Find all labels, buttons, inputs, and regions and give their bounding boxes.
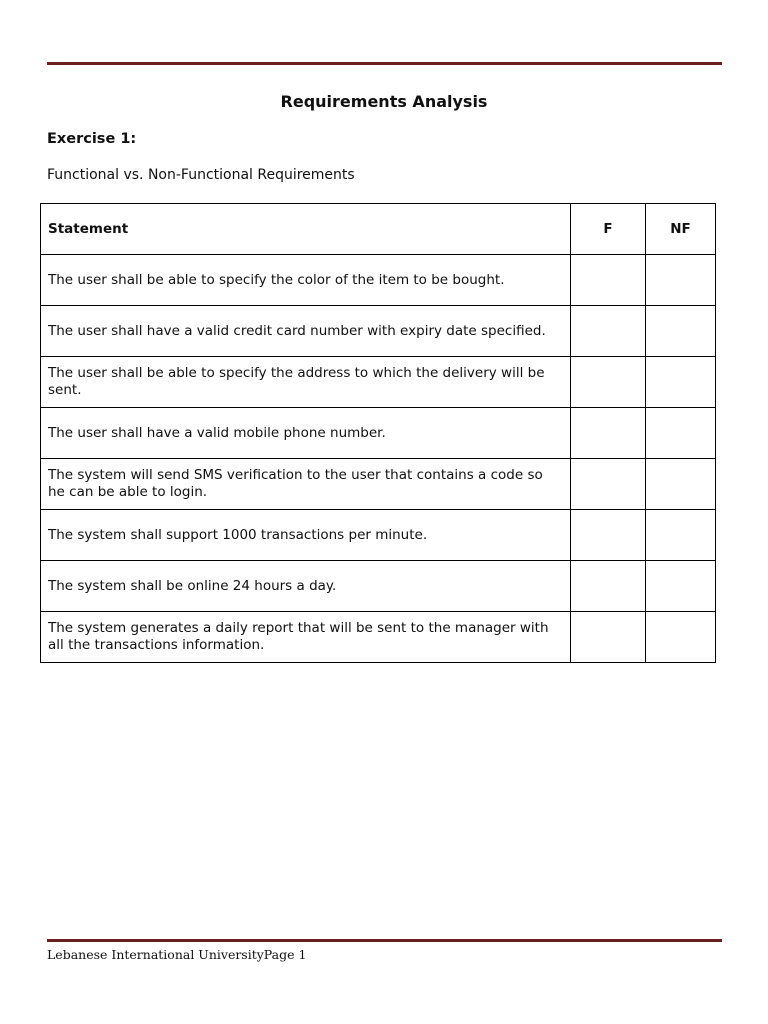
exercise-subtitle: Functional vs. Non-Functional Requirements	[47, 167, 355, 183]
page-title: Requirements Analysis	[280, 92, 488, 111]
non-functional-cell[interactable]	[646, 561, 716, 612]
functional-cell[interactable]	[571, 306, 646, 357]
table-row	[41, 561, 716, 612]
non-functional-cell[interactable]	[646, 510, 716, 561]
table-row	[41, 408, 716, 459]
statement-cell: The system shall support 1000 transactions per minute.	[41, 510, 571, 561]
table-row	[41, 357, 716, 408]
non-functional-cell[interactable]	[646, 255, 716, 306]
statement-cell: The system generates a daily report that will be sent to the manager with all the transactions information.	[41, 612, 571, 663]
functional-cell[interactable]	[571, 255, 646, 306]
functional-cell[interactable]	[571, 612, 646, 663]
table-header-row	[41, 204, 716, 255]
top-divider	[47, 62, 722, 65]
functional-cell[interactable]	[571, 408, 646, 459]
non-functional-cell[interactable]	[646, 408, 716, 459]
exercise-heading: Exercise 1:	[47, 131, 137, 147]
table-row	[41, 612, 716, 663]
non-functional-cell[interactable]	[646, 459, 716, 510]
table-row	[41, 255, 716, 306]
functional-cell[interactable]	[571, 357, 646, 408]
non-functional-cell[interactable]	[646, 357, 716, 408]
statement-cell: The system will send SMS verification to the user that contains a code so he can be able to login.	[41, 459, 571, 510]
non-functional-cell[interactable]	[646, 306, 716, 357]
statement-cell: The user shall be able to specify the address to which the delivery will be sent.	[41, 357, 571, 408]
bottom-divider	[47, 939, 722, 942]
header-functional: F	[571, 204, 646, 255]
table-row	[41, 459, 716, 510]
functional-cell[interactable]	[571, 561, 646, 612]
header-non-functional: NF	[646, 204, 716, 255]
functional-cell[interactable]	[571, 459, 646, 510]
functional-cell[interactable]	[571, 510, 646, 561]
statement-cell: The user shall have a valid mobile phone number.	[41, 408, 571, 459]
non-functional-cell[interactable]	[646, 612, 716, 663]
table-row	[41, 306, 716, 357]
statement-cell: The system shall be online 24 hours a day.	[41, 561, 571, 612]
statement-cell: The user shall have a valid credit card number with expiry date specified.	[41, 306, 571, 357]
table-row	[41, 510, 716, 561]
requirements-table	[40, 203, 716, 663]
header-statement: Statement	[41, 204, 571, 255]
statement-cell: The user shall be able to specify the color of the item to be bought.	[41, 255, 571, 306]
page-footer: Lebanese International UniversityPage 1	[47, 947, 307, 962]
